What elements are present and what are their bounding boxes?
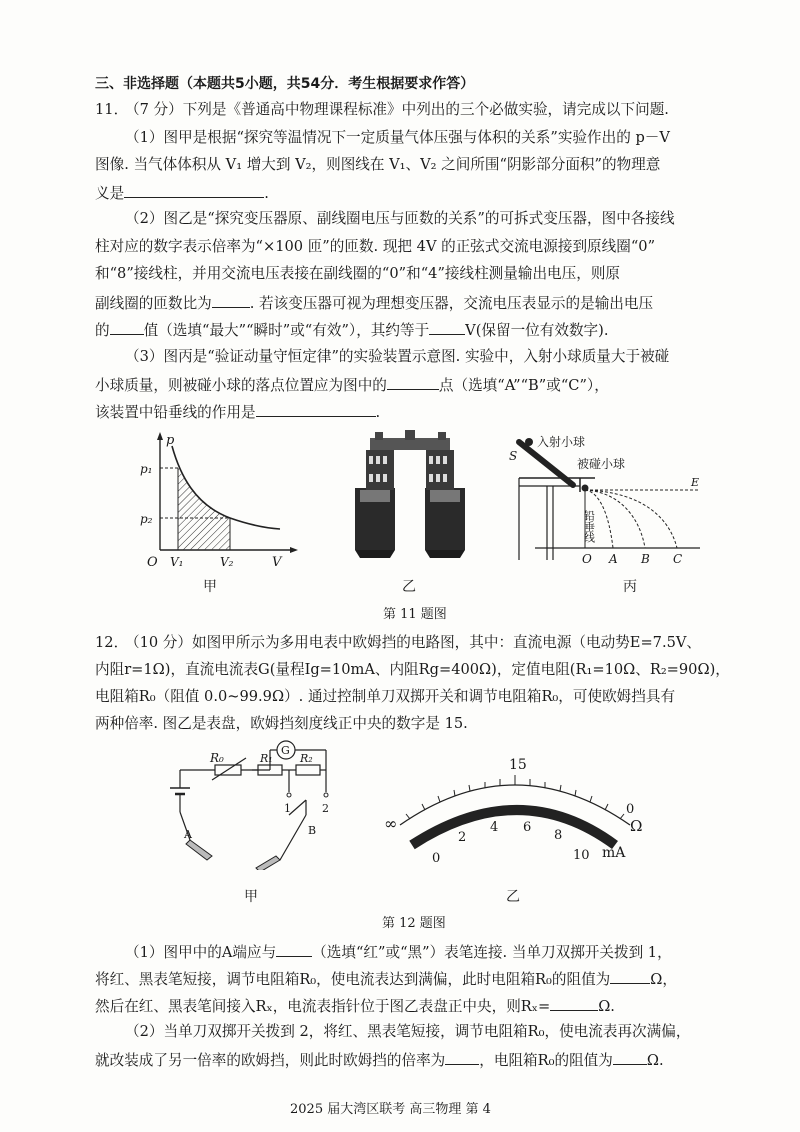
pv-graph [140, 430, 300, 570]
q11-part2-text-e: V(保留一位有效数字). [465, 322, 609, 339]
q11-part2-text-c: 的 [95, 322, 110, 339]
q11-part3-text-d: . [375, 404, 381, 421]
circuit-r0-label: R₀ [210, 751, 224, 765]
circuit-g-label: G [281, 744, 290, 757]
section-title: 三、非选择题（本题共5小题，共54分．考生根据要求作答） [95, 76, 475, 92]
pv-p-label: p [166, 433, 175, 448]
q12-number: 12． [95, 634, 129, 651]
pv-p2-label: p₂ [140, 512, 153, 526]
circuit-r1-label: R₁ [260, 752, 273, 765]
dial-tick-0: 0 [432, 851, 441, 866]
pv-v1-label: V₁ [170, 555, 184, 569]
pv-origin-label: O [147, 555, 158, 570]
fig12-yi-label: 乙 [506, 889, 520, 905]
q11-part2-line4 [95, 292, 653, 314]
bing-o-label: O [582, 552, 592, 566]
q12-part2-text-a: 就改装成了另一倍率的欧姆挡，则此时欧姆挡的倍率为 [95, 1052, 446, 1069]
q12-part1-line2 [95, 968, 677, 990]
q11-answer-blank-5[interactable] [387, 374, 439, 390]
q11-part1-line2: 图像. 当气体体积从 V₁ 增大到 V₂，则图线在 V₁、V₂ 之间所围“阴影部分面积”的物理意 [95, 156, 661, 173]
q11-part1-line3 [95, 182, 269, 204]
dial-tick-8: 8 [554, 828, 563, 843]
q12-heading-line1: （10 分）如图甲所示为多用电表中欧姆挡的电路图，其中：直流电源（电动势E=7.5V、 [125, 634, 702, 651]
dial-tick-2: 2 [458, 830, 467, 845]
bing-target-label: 被碰小球 [577, 457, 626, 471]
q12-heading-line3: 电阻箱R₀（阻值 0.0~99.9Ω）. 通过控制单刀双掷开关和调节电阻箱R₀，可使欧姆挡具有 [95, 688, 676, 705]
q12-answer-blank-1[interactable] [276, 941, 312, 957]
q11-part1-text: 义是 [95, 185, 125, 202]
q12-answer-blank-4[interactable] [445, 1049, 479, 1065]
q12-part2-line1: （2）当单刀双掷开关拨到 2，将红、黑表笔短接，调节电阻箱R₀，使电流表再次满偏， [125, 1023, 691, 1040]
q11-part3-text-a: 小球质量，则被碰小球的落点位置应为图中的 [95, 377, 387, 394]
meter-dial [370, 745, 670, 875]
ma-scale-band [412, 810, 615, 845]
circuit-r2-label: R₂ [300, 752, 313, 765]
q12-part1-text-c: 将红、黑表笔短接，调节电阻箱R₀，使电流表达到满偏，此时电阻箱R₀的阻值为 [95, 971, 611, 988]
dial-tick-6: 6 [523, 820, 532, 835]
q12-part1-line1 [125, 941, 672, 963]
dial-zero-ohm-label: 0 [626, 802, 635, 817]
q12-part1-text-b: （选填“红”或“黑”）表笔连接. 当单刀双掷开关拨到 1， [312, 944, 672, 961]
circuit-2-label: 2 [322, 802, 329, 815]
q11-part3-line2 [95, 374, 609, 396]
q12-part1-text-f: Ω. [598, 998, 615, 1015]
dial-inf-label: ∞ [384, 814, 398, 833]
q12-heading-line4: 两种倍率. 图乙是表盘，欧姆挡刻度线正中央的数字是 15. [95, 715, 468, 732]
q11-answer-blank-3[interactable] [110, 319, 144, 335]
q12-part1-line3 [95, 995, 615, 1017]
q12-part1-text-a: （1）图甲中的A端应与 [125, 944, 277, 961]
probe-b [256, 856, 280, 870]
bing-a-label: A [609, 552, 618, 566]
q12-part1-text-e: 然后在红、黑表笔间接入Rₓ，电流表指针位于图乙表盘正中央，则Rₓ= [95, 998, 551, 1015]
q11-part2-text-d: 值（选填“最大”“瞬时”或“有效”），其约等于 [143, 322, 430, 339]
fig11-jia-label: 甲 [203, 579, 217, 595]
transformer-figure [350, 430, 470, 560]
q11-answer-blank-2[interactable] [212, 292, 250, 308]
fig12-caption: 第 12 题图 [382, 916, 446, 931]
pv-v2-label: V₂ [220, 555, 234, 569]
q11-answer-blank-6[interactable] [256, 401, 376, 417]
dial-tick-10: 10 [573, 848, 590, 863]
q11-part3-text-b: 点（选填“A”“B”或“C”）， [438, 377, 609, 394]
bing-b-label: B [641, 552, 650, 566]
q11-number: 11． [95, 101, 129, 118]
q12-answer-blank-3[interactable] [550, 995, 598, 1011]
q12-part2-text-b: ，电阻箱R₀的阻值为 [479, 1052, 613, 1069]
q11-part2-line2: 柱对应的数字表示倍率为“×100 匝”的匝数. 现把 4V 的正弦式交流电源接到原线圈“0” [95, 238, 656, 255]
q11-answer-blank-1[interactable] [124, 182, 264, 198]
momentum-apparatus [505, 430, 705, 570]
q11-part2-line5 [95, 319, 609, 341]
bing-s-label: S [509, 449, 518, 463]
q12-part2-line2 [95, 1049, 664, 1071]
probe-a [186, 840, 212, 860]
q12-part1-text-d: Ω， [650, 971, 677, 988]
q11-part2-text-a: 副线圈的匝数比为 [95, 295, 212, 312]
q11-part1-line1: （1）图甲是根据“探究等温情况下一定质量气体压强与体积的关系”实验作出的 p－V [125, 129, 670, 146]
dial-tick-4: 4 [490, 820, 499, 835]
bing-c-label: C [673, 552, 683, 566]
dial-ma-unit: mA [602, 845, 626, 861]
fig11-caption: 第 11 题图 [383, 607, 447, 622]
bing-e-label: E [691, 476, 700, 489]
fig11-yi-label: 乙 [402, 579, 416, 595]
q12-answer-blank-5[interactable] [613, 1049, 647, 1065]
bing-plumb-label: 铅垂线 [582, 510, 596, 543]
fig11-bing-label: 丙 [623, 579, 637, 595]
q11-part1-end: . [264, 185, 269, 202]
bing-incident-label: 入射小球 [537, 435, 586, 449]
pv-v-label: V [272, 555, 282, 570]
q12-part2-text-c: Ω. [646, 1052, 664, 1069]
q11-part3-text-c: 该装置中铅垂线的作用是 [95, 404, 256, 421]
page-footer: 2025 届大湾区联考 高三物理 第 4 [290, 1102, 491, 1117]
q11-heading: （7 分）下列是《普通高中物理课程标准》中列出的三个必做实验，请完成以下问题. [125, 101, 669, 118]
dial-mid-label: 15 [509, 757, 527, 773]
q11-part2-text-b: . 若该变压器可视为理想变压器，交流电压表显示的是输出电压 [249, 295, 654, 312]
q11-part2-line1: （2）图乙是“探究变压器原、副线圈电压与匝数的关系”的可拆式变压器，图中各接线 [125, 210, 675, 227]
pv-p1-label: p₁ [140, 462, 153, 476]
q11-part3-line3 [95, 401, 380, 423]
q11-part2-line3: 和“8”接线柱，并用交流电压表接在副线圈的“0”和“4”接线柱测量输出电压，则原 [95, 265, 621, 282]
incident-ball [525, 438, 533, 446]
q12-heading-line2: 内阻r=1Ω)，直流电流表G(量程Ig=10mA、内阻Rg=400Ω)，定值电阻(R₁=10Ω、R₂=90Ω)， [95, 661, 730, 678]
circuit-1-label: 1 [284, 802, 291, 815]
q11-part3-line1: （3）图丙是“验证动量守恒定律”的实验装置示意图. 实验中，入射小球质量大于被碰 [125, 348, 670, 365]
circuit-b-label: B [308, 824, 317, 837]
q12-answer-blank-2[interactable] [610, 968, 650, 984]
circuit-a-label: A [184, 828, 192, 841]
ohmmeter-circuit [160, 740, 340, 870]
dial-ohm-unit: Ω [630, 817, 643, 835]
fig12-jia-label: 甲 [244, 889, 258, 905]
resistor-r2 [296, 765, 320, 775]
q11-answer-blank-4[interactable] [429, 319, 465, 335]
